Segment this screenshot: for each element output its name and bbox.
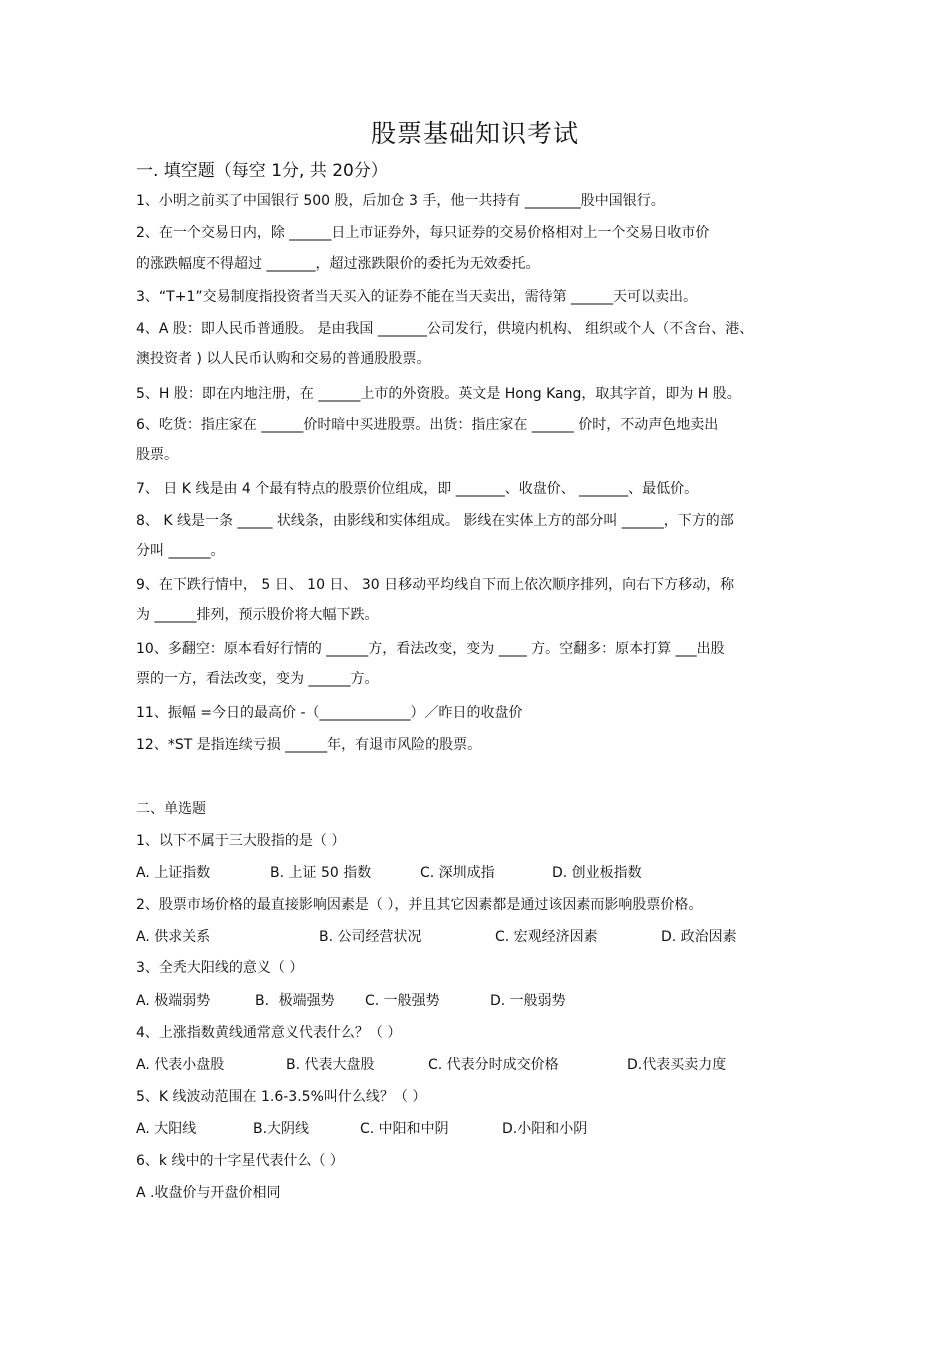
section-1-heading: 一. 填空题（每空 1分, 共 20分） xyxy=(136,161,388,181)
option-c: C. 宏观经济因素 xyxy=(495,929,598,945)
fill-line: 12、*ST 是指连续亏损 ______年，有退市风险的股票。 xyxy=(136,737,482,753)
option-c: C. 代表分时成交价格 xyxy=(428,1057,559,1073)
page-title: 股票基础知识考试 xyxy=(370,119,579,148)
option-b: B. 公司经营状况 xyxy=(319,929,422,945)
fill-line: 2、在一个交易日内，除 ______日上市证券外，每只证券的交易价格相对上一个交易日收市价 xyxy=(136,225,710,241)
option-a: A. 供求关系 xyxy=(136,929,211,945)
option-a: A. 大阳线 xyxy=(136,1121,197,1137)
fill-line: 6、吃货：指庄家在 ______价时暗中买进股票。出货：指庄家在 ______ 价时，不动声色地卖出 xyxy=(136,417,719,433)
option-d: D. 政治因素 xyxy=(661,929,737,945)
fill-line: 分叫 ______。 xyxy=(136,543,225,559)
option-d: D.小阳和小阴 xyxy=(502,1121,588,1137)
option-a: A. 极端弱势 xyxy=(136,993,211,1009)
option-c: C. 一般强势 xyxy=(365,993,440,1009)
fill-line: 11、振幅 =今日的最高价 -（_____________）／昨日的收盘价 xyxy=(136,705,523,721)
option-a: A. 代表小盘股 xyxy=(136,1057,225,1073)
option-b: B.大阴线 xyxy=(253,1121,310,1137)
option-a: A .收盘价与开盘价相同 xyxy=(136,1185,281,1201)
section-2-heading: 二、单选题 xyxy=(136,801,206,817)
option-b: B. 代表大盘股 xyxy=(286,1057,375,1073)
fill-line: 为 ______排列，预示股价将大幅下跌。 xyxy=(136,607,379,623)
fill-line: 4、A 股：即人民币普通股。 是由我国 _______公司发行，供境内机构、 组织或个人（不含台、港、 xyxy=(136,321,754,337)
option-c: C. 深圳成指 xyxy=(420,865,495,881)
option-b: B．极端强势 xyxy=(255,993,335,1009)
option-d: D. 创业板指数 xyxy=(552,865,642,881)
fill-line: 9、在下跌行情中， 5 日、 10 日、 30 日移动平均线自下而上依次顺序排列，向右下方移动，称 xyxy=(136,577,735,593)
fill-line: 的涨跌幅度不得超过 _______，超过涨跌限价的委托为无效委托。 xyxy=(136,256,540,272)
fill-line: 澳投资者 ) 以人民币认购和交易的普通股股票。 xyxy=(136,351,431,367)
fill-line: 3、“T+1”交易制度指投资者当天买入的证券不能在当天卖出，需待第 ______天可以卖出。 xyxy=(136,289,698,305)
question-text: 6、k 线中的十字星代表什么（ ） xyxy=(136,1153,344,1169)
question-text: 5、K 线波动范围在 1.6-3.5%叫什么线？（ ） xyxy=(136,1089,427,1105)
question-text: 4、上涨指数黄线通常意义代表什么？（ ） xyxy=(136,1025,402,1041)
option-d: D. 一般弱势 xyxy=(490,993,566,1009)
question-text: 3、全秃大阳线的意义（ ） xyxy=(136,960,304,976)
question-text: 2、股票市场价格的最直接影响因素是（ ），并且其它因素都是通过该因素而影响股票价格。 xyxy=(136,897,703,913)
fill-line: 股票。 xyxy=(136,447,178,463)
fill-line: 5、H 股：即在内地注册，在 ______上市的外资股。英文是 Hong Kang，取其字首，即为 H 股。 xyxy=(136,386,741,402)
fill-line: 7、 日 K 线是由 4 个最有特点的股票价位组成，即 _______、收盘价、 _______、最低价。 xyxy=(136,481,699,497)
option-c: C. 中阳和中阴 xyxy=(360,1121,449,1137)
fill-line: 票的一方，看法改变，变为 ______方。 xyxy=(136,671,379,687)
fill-line: 8、 K 线是一条 _____ 状线条，由影线和实体组成。 影线在实体上方的部分叫 ______，下方的部 xyxy=(136,513,734,529)
option-b: B. 上证 50 指数 xyxy=(270,865,372,881)
option-d: D.代表买卖力度 xyxy=(627,1057,727,1073)
option-a: A. 上证指数 xyxy=(136,865,211,881)
fill-line: 10、多翻空：原本看好行情的 ______方，看法改变，变为 ____ 方。空翻多：原本打算 ___出股 xyxy=(136,641,725,657)
fill-line: 1、小明之前买了中国银行 500 股，后加仓 3 手，他一共持有 ________股中国银行。 xyxy=(136,193,665,209)
question-text: 1、以下不属于三大股指的是（ ） xyxy=(136,833,346,849)
